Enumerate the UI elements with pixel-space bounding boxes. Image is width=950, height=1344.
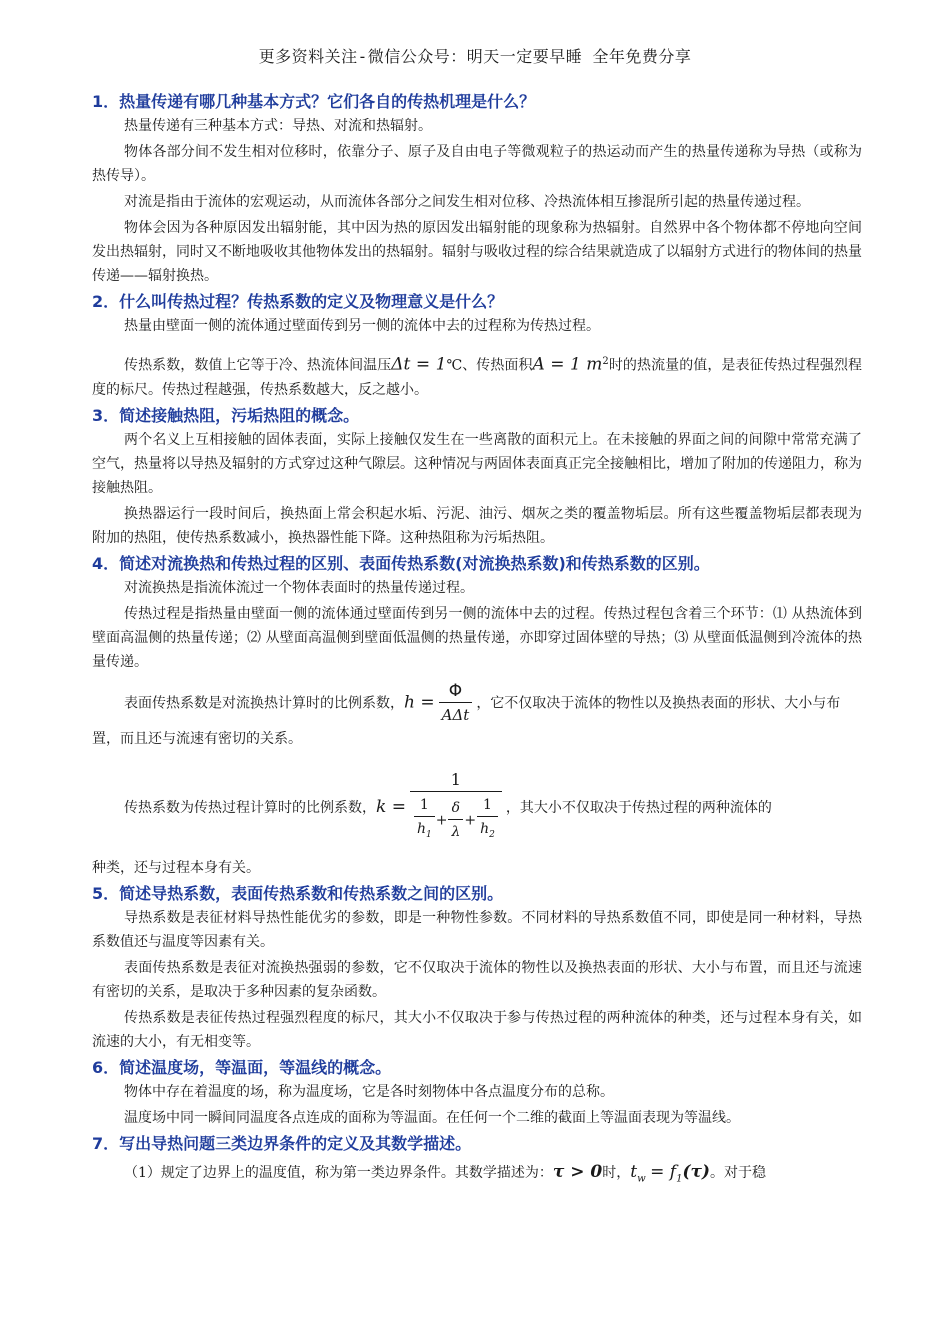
k-lhs: k = xyxy=(376,796,406,817)
question-3-title: 3．简述接触热阻，污垢热阻的概念。 xyxy=(92,405,360,425)
question-4-title: 4．简述对流换热和传热过程的区别、表面传热系数(对流换热系数)和传热系数的区别。 xyxy=(92,553,710,573)
area-expression: A = 1 m xyxy=(532,354,603,375)
question-1-title: 1．热量传递有哪几种基本方式？它们各自的传热机理是什么？ xyxy=(92,92,536,111)
paragraph-continuation: 种类，还与过程本身有关。 xyxy=(92,860,260,877)
paragraph: 物体中存在着温度的场，称为温度场，它是各时刻物体中各点温度分布的总称。 xyxy=(124,1084,614,1101)
paragraph: 对流换热是指流体流过一个物体表面时的热量传递过程。 xyxy=(124,579,474,596)
h-numerator: Φ xyxy=(439,680,473,703)
h-fraction xyxy=(439,680,473,727)
question-6-title: 6．简述温度场，等温面，等温线的概念。 xyxy=(92,1058,392,1078)
k-numerator: 1 xyxy=(410,769,502,792)
paragraph-surface-coefficient: 表面传热系数是对流换热计算时的比例系数，h = $\frac{\Phi}{\text{AΔt}}$ ，它不仅取决于流体的物性以及换热表面的形状、大小与布置，而且还与流速有密切的关系。 xyxy=(92,680,841,747)
f1-expression: = $f_1(\tau)$ xyxy=(650,1162,710,1185)
paragraph-boundary-condition-1: （1）规定了边界上的温度值，称为第一类边界条件。其数学描述为：τ > 0时，$t_w = f_1(\tau)$。对于稳 xyxy=(124,1162,766,1185)
paragraph-overall-coefficient: 传热系数为传热过程计算时的比例系数，k = 1 $\frac{1}{h_1}$ + $\frac{\delta}{\lambda}$ + $\frac{1}{h_2}$ ，其大小不仅取决于传热过程的两种流体的 xyxy=(92,769,862,847)
question-2-title: 2．什么叫传热过程？传热系数的定义及物理意义是什么？ xyxy=(92,292,504,311)
paragraph: 对流是指由于流体的宏观运动，从而流体各部分之间发生相对位移、冷热流体相互掺混所引起的热量传递过程。 xyxy=(124,194,810,210)
page-header: 更多资料关注-微信公众号：明天一定要早睡 全年免费分享 xyxy=(258,47,692,66)
paragraph: 表面传热系数是表征对流换热强弱的参数，它不仅取决于流体的物性以及换热表面的形状、大小与布置，而且还与流速有密切的关系，是取决于多种因素的复杂函数。 xyxy=(92,960,862,1001)
paragraph: 物体会因为各种原因发出辐射能，其中因为热的原因发出辐射能的现象称为热辐射。自然界中各个物体都不停地向空间发出热辐射，同时又不断地吸收其他物体发出的热辐射。辐射与吸收过程的综合结果就造成了以辐射方式进行的物体间的热量传递——辐射换热。 xyxy=(92,220,862,284)
tau-condition: τ > 0 xyxy=(552,1162,603,1183)
tw-variable: $t_w$ xyxy=(630,1162,646,1185)
paragraph-heat-coefficient: 传热系数，数值上它等于冷、热流体间温压Δt = 1℃、传热面积A = 1 $m^2$时的热流量的值，是表征传热过程强烈程度的标尺。传热过程越强，传热系数越大，反之越小。 xyxy=(92,354,863,398)
paragraph: 两个名义上互相接触的固体表面，实际上接触仅发生在一些离散的面积元上。在未接触的界面之间的间隙中常常充满了空气，热量将以导热及辐射的方式穿过这种气隙层。这种情况与两固体表面真正完全接触相比，增加了附加的传递阻力，称为接触热阻。 xyxy=(92,431,862,496)
h-lhs: h = xyxy=(404,692,435,713)
question-7-title: 7．写出导热问题三类边界条件的定义及其数学描述。 xyxy=(92,1134,472,1154)
paragraph: 温度场中同一瞬间同温度各点连成的面称为等温面。在任何一个二维的截面上等温面表现为等温线。 xyxy=(124,1110,740,1127)
paragraph: 传热系数是表征传热过程强烈程度的标尺，其大小不仅取决于参与传热过程的两种流体的种类，还与过程本身有关，如流速的大小，有无相变等。 xyxy=(92,1010,862,1051)
paragraph: 热量由壁面一侧的流体通过壁面传到另一侧的流体中去的过程称为传热过程。 xyxy=(124,318,600,334)
question-5-title: 5．简述导热系数，表面传热系数和传热系数之间的区别。 xyxy=(92,884,504,904)
paragraph: 导热系数是表征材料导热性能优劣的参数，即是一种物性参数。不同材料的导热系数值不同，即使是同一种材料，导热系数值还与温度等因素有关。 xyxy=(92,910,862,951)
paragraph: 物体各部分间不发生相对位移时，依靠分子、原子及自由电子等微观粒子的热运动而产生的热量传递称为导热（或称为热传导）。 xyxy=(92,144,862,184)
paragraph: 热量传递有三种基本方式：导热、对流和热辐射。 xyxy=(124,118,432,134)
k-fraction xyxy=(410,769,502,847)
delta-t-expression: Δt = 1 xyxy=(391,354,447,375)
h-denominator: AΔt xyxy=(441,705,470,724)
document-body xyxy=(92,88,862,1194)
paragraph: 传热过程是指热量由壁面一侧的流体通过壁面传到另一侧的流体中去的过程。传热过程包含着三个环节：⑴ 从热流体到壁面高温侧的热量传递；⑵ 从壁面高温侧到壁面低温侧的热量传递，亦即穿过固体壁的导热；⑶ 从壁面低温侧到冷流体的热量传递。 xyxy=(92,605,862,670)
k-denominator: $\frac{1}{h_1}$ + $\frac{\delta}{\lambda}$ + $\frac{1}{h_2}$ xyxy=(410,792,502,847)
paragraph: 换热器运行一段时间后，换热面上常会积起水垢、污泥、油污、烟灰之类的覆盖物垢层。所有这些覆盖物垢层都表现为附加的热阻，使传热系数减小，换热器性能下降。这种热阻称为污垢热阻。 xyxy=(92,505,862,546)
